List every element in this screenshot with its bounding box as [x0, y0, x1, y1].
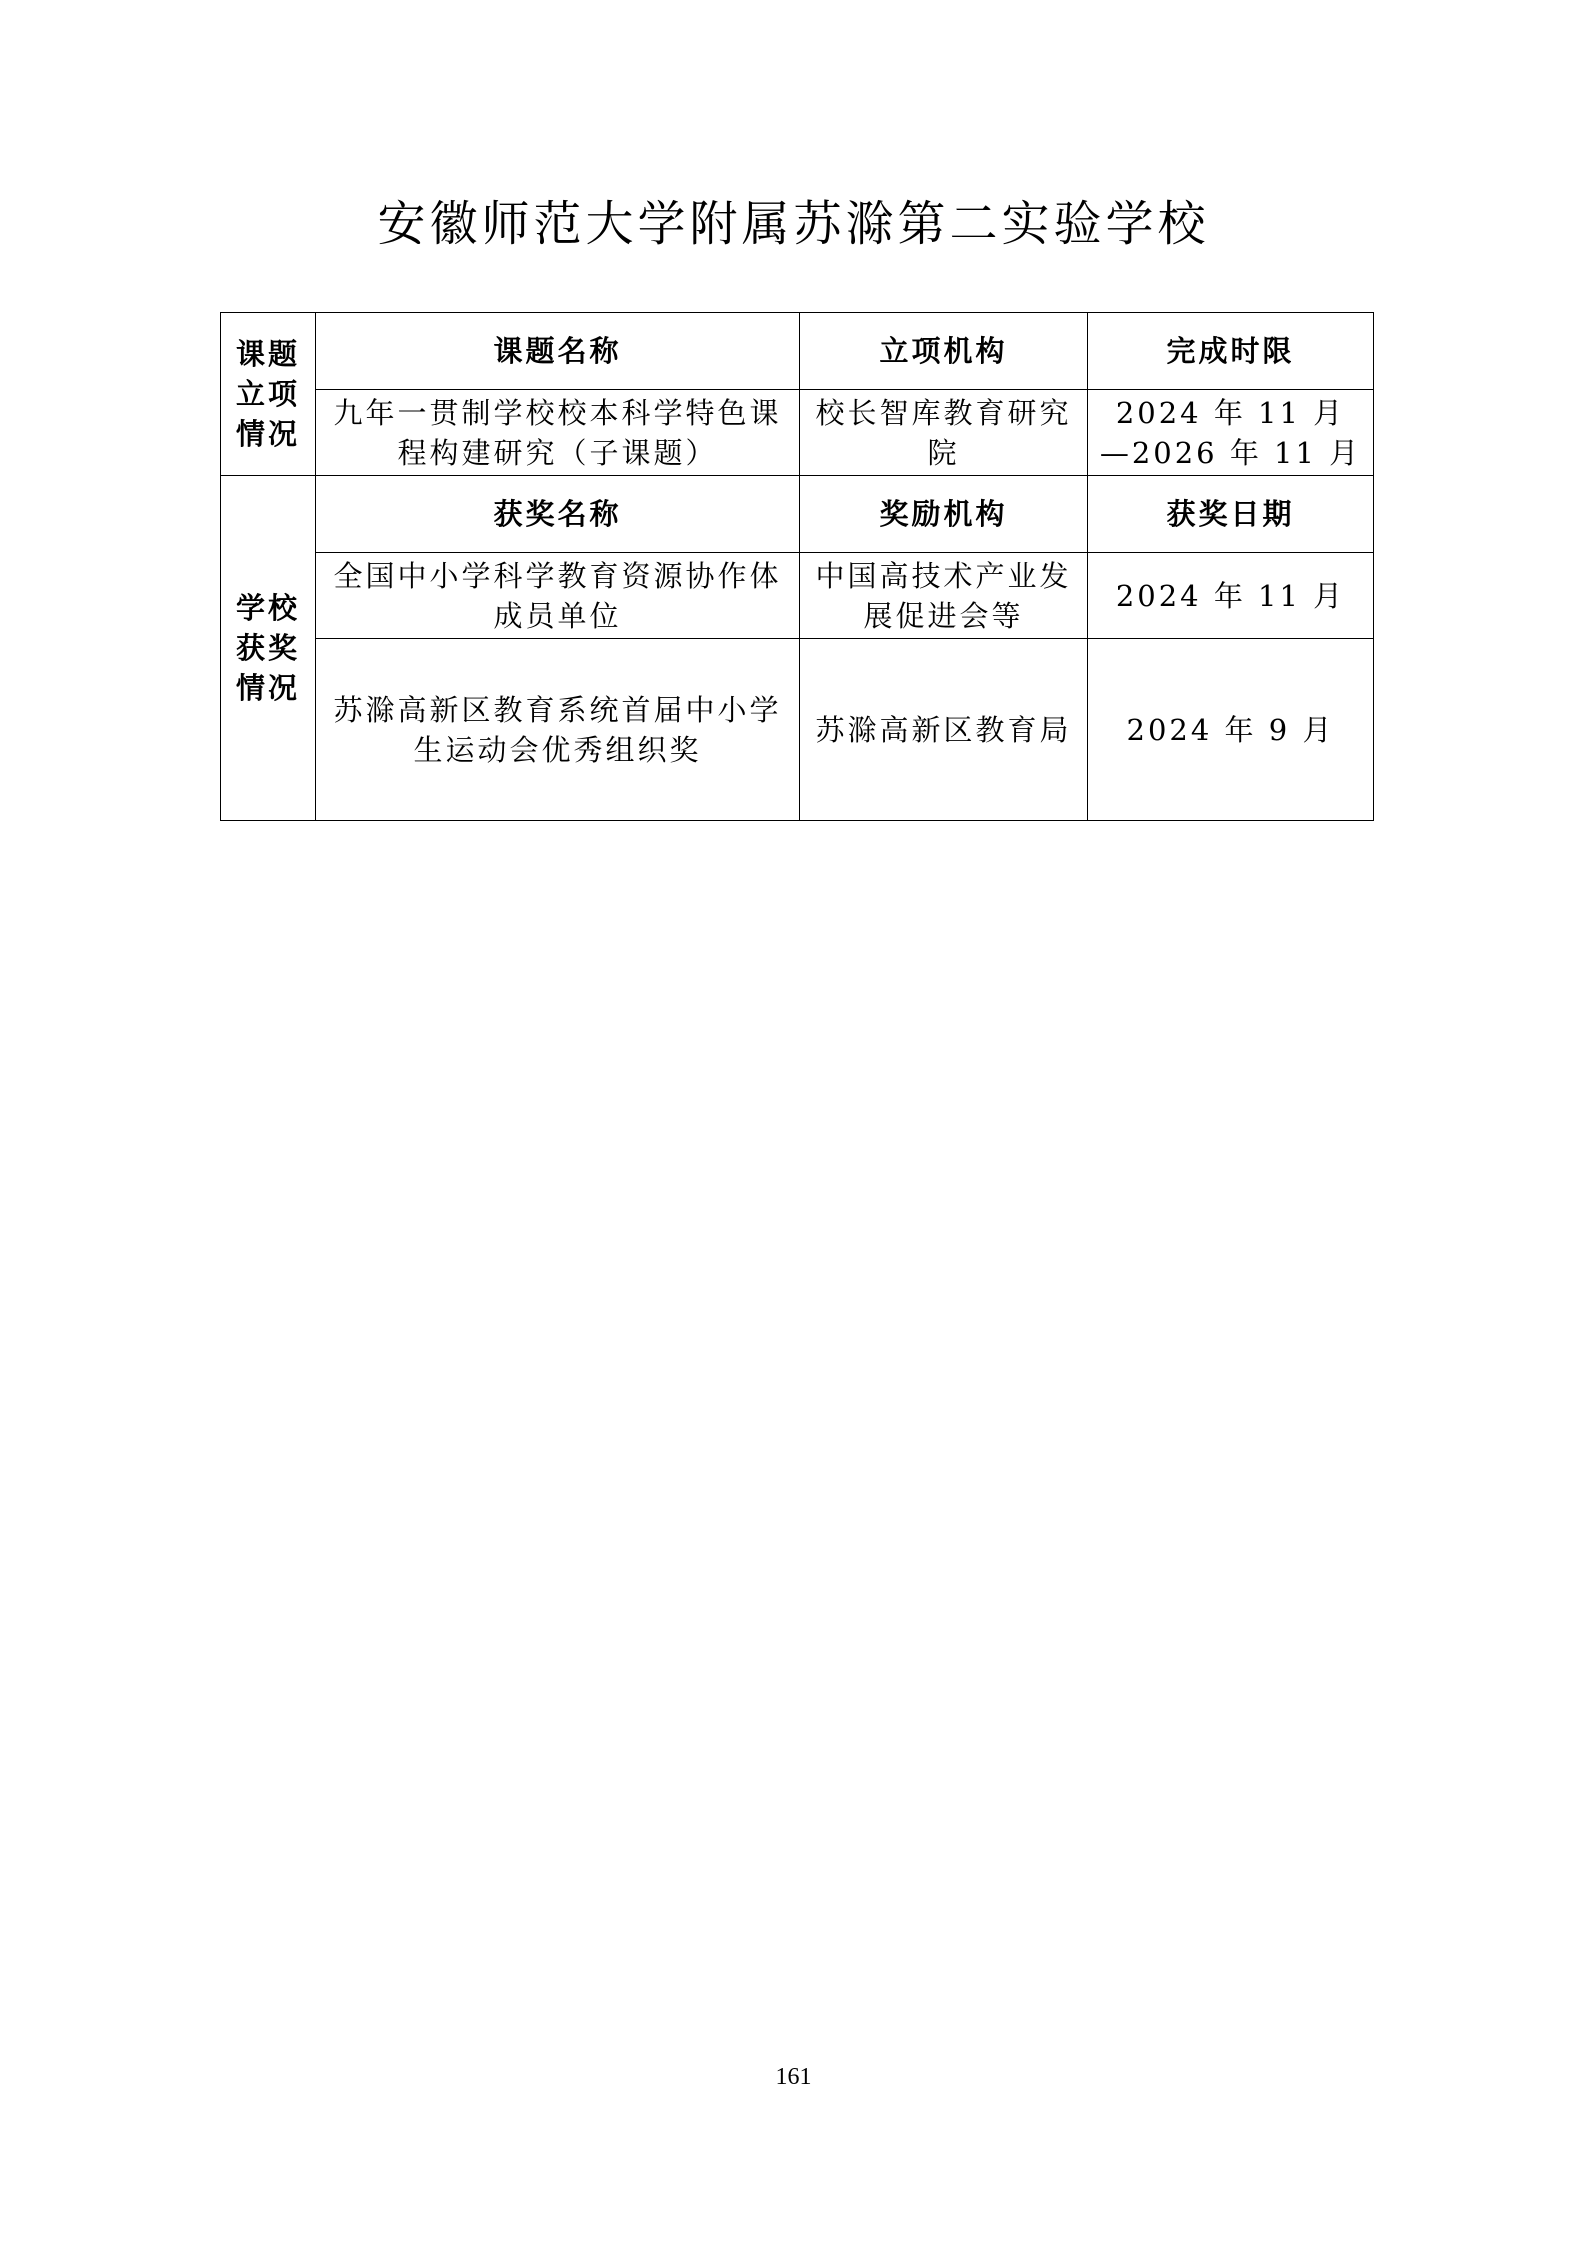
award-header-row — [221, 476, 1374, 553]
project-date-end: —2026 年 11 月 — [1099, 435, 1362, 470]
project-name-cell: 九年一贯制学校校本科学特色课程构建研究（子课题） — [316, 390, 800, 476]
award-org-cell: 苏滁高新区教育局 — [800, 639, 1088, 821]
project-header-row — [221, 313, 1374, 390]
award-date-cell: 2024 年 9 月 — [1088, 639, 1374, 821]
award-name-cell: 苏滁高新区教育系统首届中小学生运动会优秀组织奖 — [316, 639, 800, 821]
table-row — [221, 390, 1374, 476]
table-row — [221, 553, 1374, 639]
award-org-cell: 中国高技术产业发展促进会等 — [800, 553, 1088, 639]
header-deadline: 完成时限 — [1088, 313, 1374, 390]
page-number: 161 — [775, 2064, 812, 2090]
header-project-name: 课题名称 — [316, 313, 800, 390]
side-label-line: 获奖 — [235, 631, 300, 665]
header-project-org: 立项机构 — [800, 313, 1088, 390]
side-label-line: 情况 — [235, 417, 300, 451]
side-label-line: 立项 — [235, 377, 300, 411]
side-label-line: 课题 — [235, 337, 300, 371]
project-org-cell: 校长智库教育研究院 — [800, 390, 1088, 476]
award-name-cell: 全国中小学科学教育资源协作体成员单位 — [316, 553, 800, 639]
project-date-start: 2024 年 11 月 — [1115, 395, 1346, 430]
side-label-line: 情况 — [235, 671, 300, 705]
header-award-org: 奖励机构 — [800, 476, 1088, 553]
school-info-table — [220, 312, 1374, 821]
table-row — [221, 639, 1374, 821]
side-label-line: 学校 — [235, 591, 300, 625]
header-award-name: 获奖名称 — [316, 476, 800, 553]
header-award-date: 获奖日期 — [1088, 476, 1374, 553]
project-side-label — [221, 313, 316, 476]
award-side-label — [221, 476, 316, 821]
project-date-cell — [1088, 390, 1374, 476]
page-title: 安徽师范大学附属苏滁第二实验学校 — [377, 196, 1210, 252]
award-date-cell: 2024 年 11 月 — [1088, 553, 1374, 639]
